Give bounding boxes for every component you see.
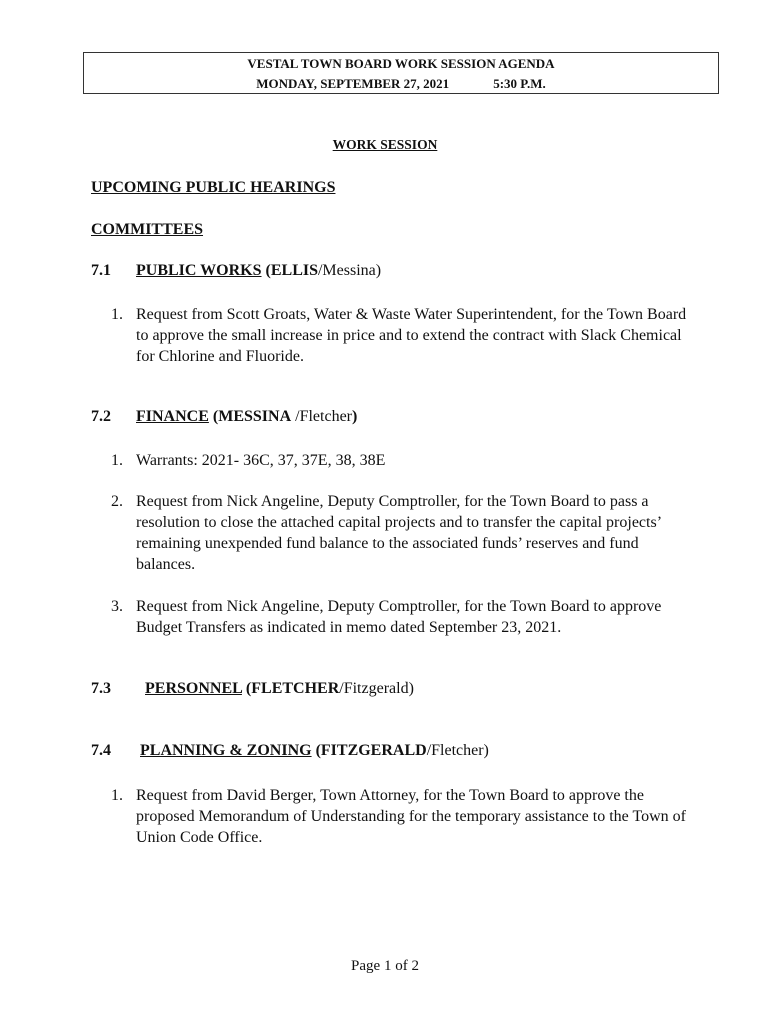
agenda-time: 5:30 P.M.: [493, 76, 546, 91]
list-item: 2. Request from Nick Angeline, Deputy Comptroller, for the Town Board to pass a resolution to close the attached capital projects and to transfer the capital projects’ remaining unexpended fund balance to the associated funds’ reserves and fund balances.: [111, 493, 661, 573]
section-title-planning-zoning: PLANNING & ZONING (FITZGERALD/Fletcher): [140, 742, 489, 759]
section-title-finance: FINANCE (MESSINA /Fletcher): [136, 408, 358, 425]
work-session-title: WORK SESSION: [332, 137, 438, 152]
section-number: 7.4: [91, 742, 111, 759]
page-number: Page 1 of 2: [351, 958, 419, 974]
section-number: 7.2: [91, 408, 111, 425]
section-name: PUBLIC WORKS: [136, 262, 262, 279]
agenda-date: MONDAY, SEPTEMBER 27, 2021: [256, 76, 450, 91]
list-item: 1. Warrants: 2021- 36C, 37, 37E, 38, 38E: [111, 452, 386, 469]
list-item: 1. Request from David Berger, Town Attorney, for the Town Board to approve the proposed Memorandum of Understanding for the temporary assistance to the Town of Union Code Office.: [111, 787, 687, 846]
committees-heading: COMMITTEES: [91, 221, 204, 238]
section-name: FINANCE: [136, 408, 209, 425]
list-item: 3. Request from Nick Angeline, Deputy Comptroller, for the Town Board to approve Budget Transfers as indicated in memo dated September 23, 2021.: [111, 598, 662, 636]
section-title-public-works: PUBLIC WORKS (ELLIS/Messina): [136, 262, 382, 279]
list-item: 1. Request from Scott Groats, Water & Waste Water Superintendent, for the Town Board to approve the small increase in price and to extend the contract with Slack Chemical for Chlorine and Fluoride.: [111, 306, 687, 365]
section-lead: ELLIS: [270, 262, 318, 279]
section-lead: FLETCHER: [251, 680, 340, 697]
section-name: PLANNING & ZONING: [140, 742, 312, 759]
section-title-personnel: PERSONNEL (FLETCHER/Fitzgerald): [145, 680, 414, 697]
agenda-date-line: [84, 74, 718, 94]
agenda-header-box: [83, 52, 719, 94]
section-number: 7.1: [91, 262, 111, 279]
section-number: 7.3: [91, 680, 111, 697]
section-lead: FITZGERALD: [320, 742, 427, 759]
upcoming-hearings-heading: UPCOMING PUBLIC HEARINGS: [91, 179, 336, 196]
section-lead: MESSINA: [218, 408, 292, 425]
section-name: PERSONNEL: [145, 680, 242, 697]
agenda-title: VESTAL TOWN BOARD WORK SESSION AGENDA: [247, 56, 555, 71]
